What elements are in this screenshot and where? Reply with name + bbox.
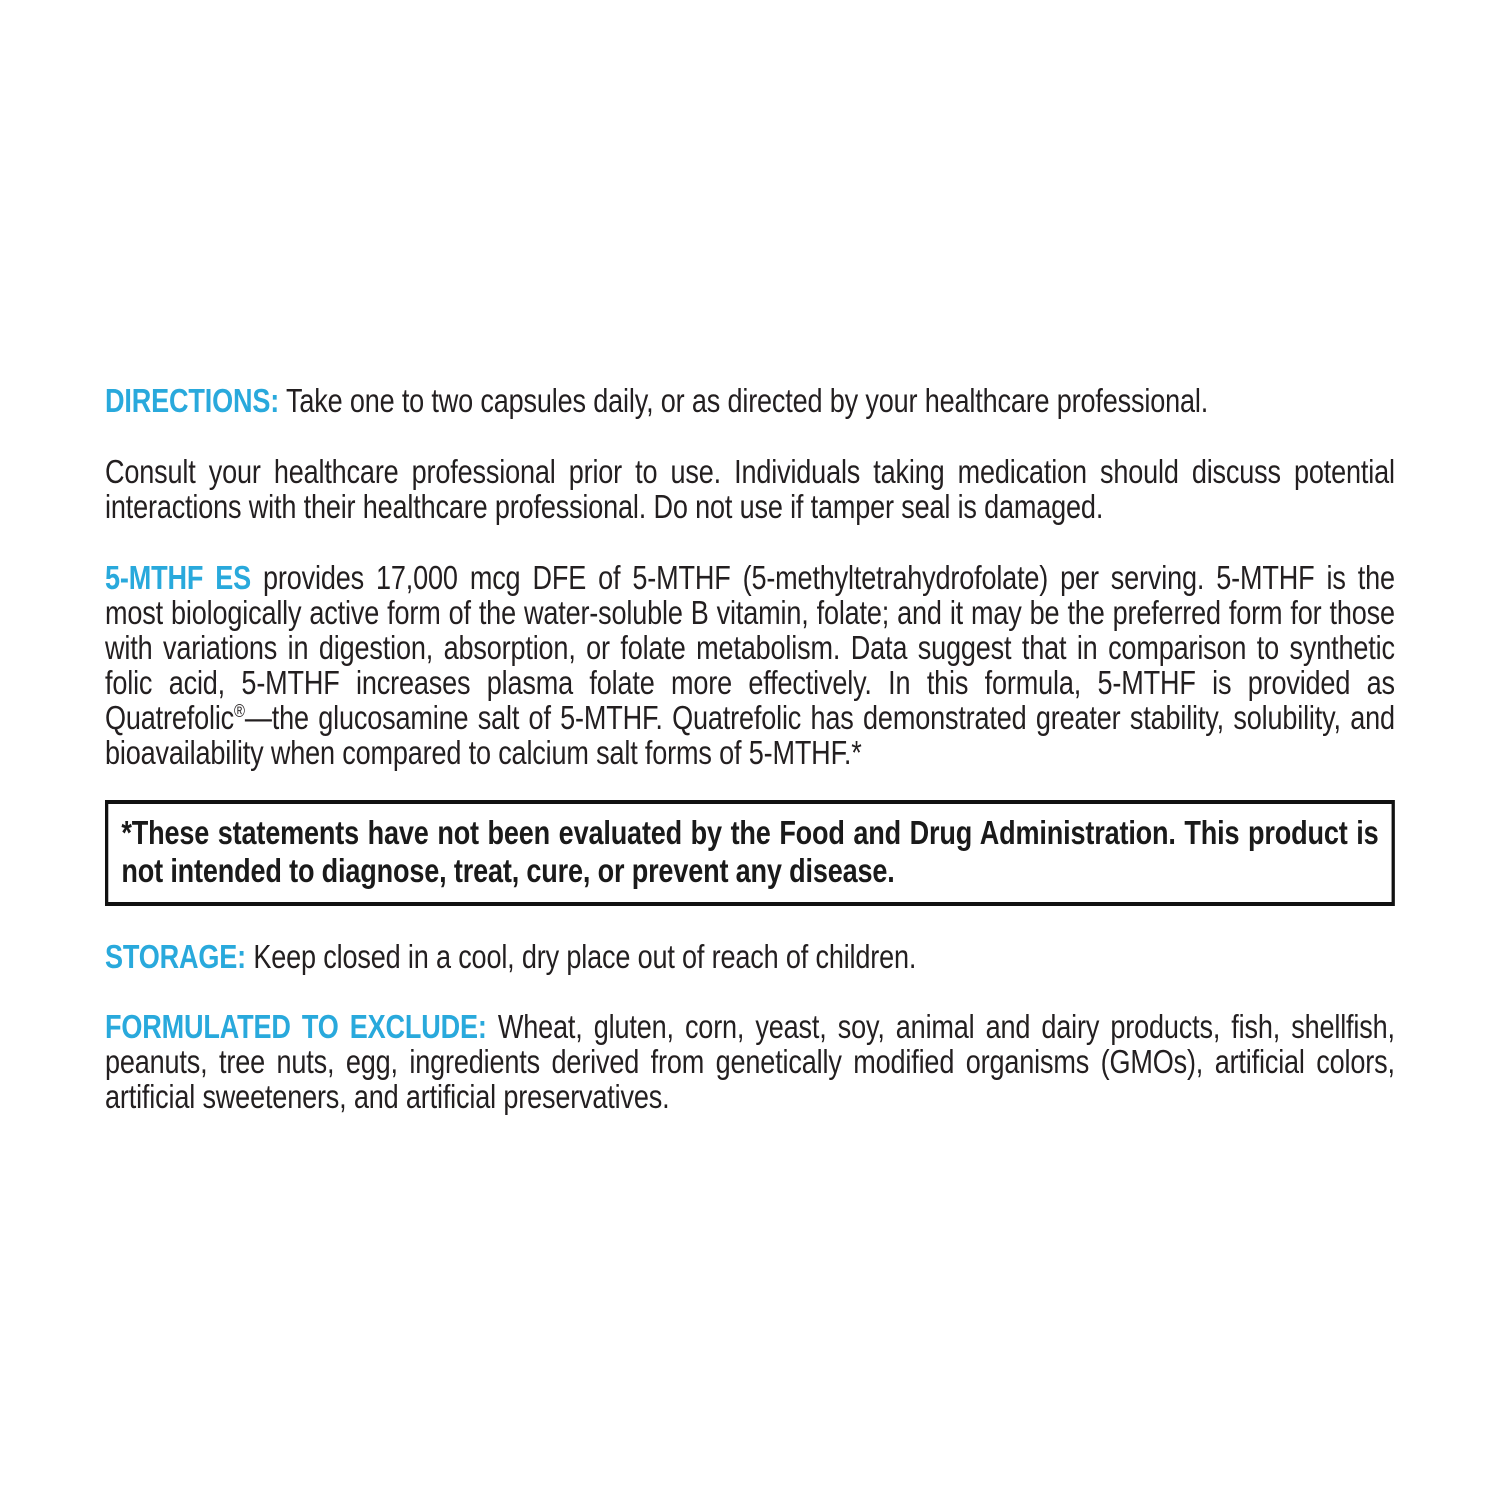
directions-text: Take one to two capsules daily, or as directed by your healthcare professional. bbox=[285, 382, 1209, 419]
directions-heading: DIRECTIONS: bbox=[105, 382, 280, 419]
storage-paragraph bbox=[105, 939, 1395, 974]
storage-text: Keep closed in a cool, dry place out of reach of children. bbox=[253, 938, 917, 975]
formulated-to-exclude-text: Wheat, gluten, corn, yeast, soy, animal and dairy products, fish, shellfish, peanuts, tree nuts, egg, ingredients derived from genetically modified organisms (GMOs), artificial colors, artificial sweeteners, and artificial preservatives. bbox=[105, 1008, 1395, 1115]
fda-disclaimer-text: *These statements have not been evaluated by the Food and Drug Administration. This product is not intended to diagnose, treat, cure, or prevent any disease. bbox=[121, 814, 1379, 889]
consult-text: Consult your healthcare professional prior to use. Individuals taking medication should discuss potential interactions with their healthcare professional. Do not use if tamper seal is damaged. bbox=[105, 453, 1395, 525]
mthf-text-before-reg: provides 17,000 mcg DFE of 5-MTHF (5-methyltetrahydrofolate) per serving. 5-MTHF is the most biologically active form of the water-soluble B vitamin, folate; and it may be the preferred form for those with variations in digestion, absorption, or folate metabolism. Data suggest that in comparison to synthetic folic acid, 5-MTHF increases plasma folate more effectively. In this formula, 5-MTHF is provided as Quatrefolic bbox=[105, 559, 1395, 736]
storage-heading: STORAGE: bbox=[105, 938, 247, 975]
mthf-text-after-reg: —the glucosamine salt of 5-MTHF. Quatrefolic has demonstrated greater stability, solubility, and bioavailability when compared to calcium salt forms of 5-MTHF.* bbox=[105, 699, 1395, 771]
consult-paragraph bbox=[105, 454, 1395, 524]
directions-paragraph bbox=[105, 383, 1395, 418]
mthf-description-paragraph bbox=[105, 560, 1395, 770]
supplement-label-panel bbox=[105, 383, 1395, 1114]
registered-trademark-symbol: ® bbox=[234, 701, 245, 721]
formulated-to-exclude-heading: FORMULATED TO EXCLUDE: bbox=[105, 1008, 487, 1045]
mthf-product-name: 5-MTHF ES bbox=[105, 559, 252, 596]
fda-disclaimer-box bbox=[105, 800, 1395, 906]
formulated-to-exclude-paragraph bbox=[105, 1009, 1395, 1114]
